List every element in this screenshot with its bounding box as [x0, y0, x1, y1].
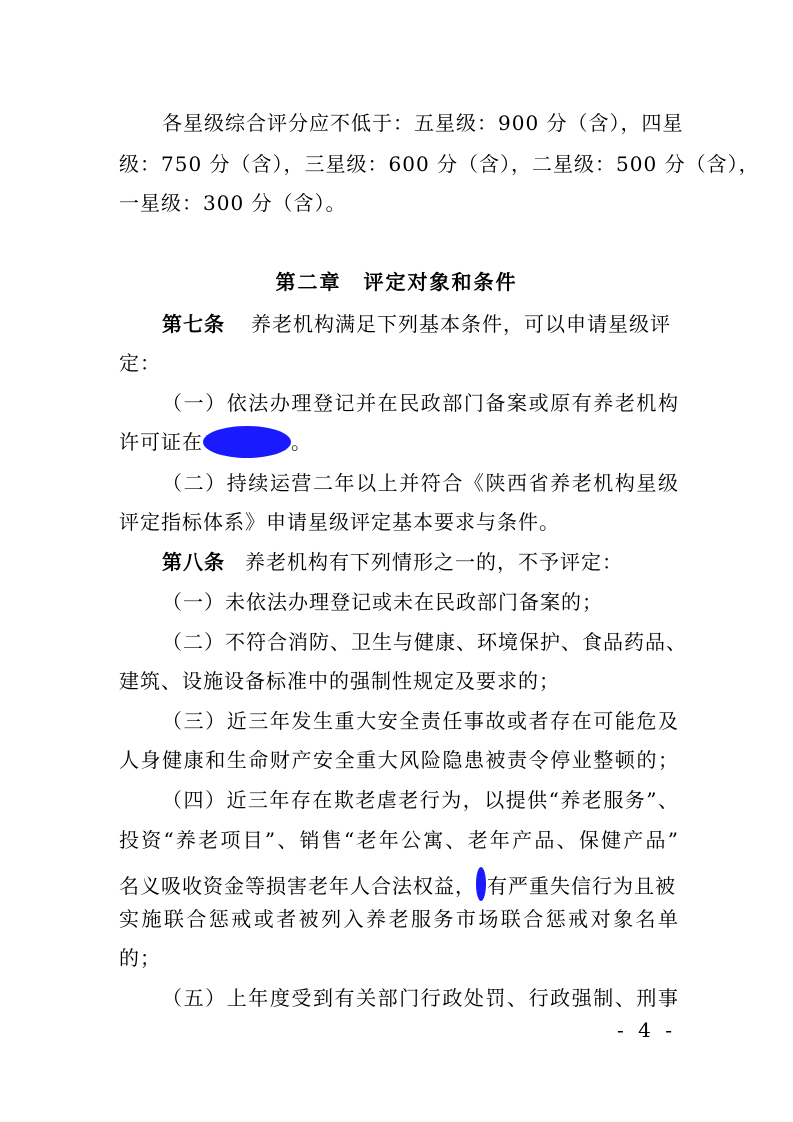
article-7-line	[162, 312, 679, 338]
highlighted-validity-text: 有效期内	[203, 426, 291, 458]
item-4-line-3-suffix: 有严重失信行为且被	[487, 874, 676, 898]
article-7-item-1-line-1: （一）依法办理登记并在民政部门备案或原有养老机构	[162, 391, 679, 415]
article-8-item-5-line-1: （五）上年度受到有关部门行政处罚、行政强制、刑事	[162, 986, 679, 1010]
article-8-item-4-line-5: 的；	[119, 946, 161, 970]
item-4-line-3-prefix: 名义吸收资金等损害老年人合法权益，	[119, 874, 476, 898]
article-7-item-2-line-1: （二）持续运营二年以上并符合《陕西省养老机构星级	[162, 471, 679, 495]
article-8-item-1: （一）未依法办理登记或未在民政部门备案的；	[162, 590, 603, 614]
article-8-item-3-line-2: 人身健康和生命财产安全重大风险隐患被责令停业整顿的；	[119, 748, 679, 772]
article-8-item-2-line-1: （二）不符合消防、卫生与健康、环境保护、食品药品、	[162, 630, 687, 654]
intro-line-3: 一星级：300 分（含）。	[119, 191, 347, 215]
item-1-line-2-suffix: 。	[291, 430, 312, 454]
article-8-item-4-line-1: （四）近三年存在欺老虐老行为，以提供“养老服务”、	[162, 788, 679, 812]
intro-line-1: 各星级综合评分应不低于：五星级：900 分（含），四星	[162, 111, 684, 135]
article-7-item-2-line-2: 评定指标体系》申请星级评定基本要求与条件。	[119, 510, 560, 534]
highlight-mark	[476, 867, 486, 901]
article-8-item-3-line-1: （三）近三年发生重大安全责任事故或者存在可能危及	[162, 709, 679, 733]
intro-line-2: 级：750 分（含），三星级：600 分（含），二星级：500 分（含），	[119, 152, 760, 176]
chapter-title: 第二章 评定对象和条件	[275, 270, 518, 294]
article-8-item-4-line-4: 实施联合惩戒或者被列入养老服务市场联合惩戒对象名单	[119, 907, 679, 931]
article-7-text: 养老机构满足下列基本条件，可以申请星级评	[251, 312, 671, 336]
article-8-item-4-line-2: 投资“养老项目”、销售“老年公寓、老年产品、保健产品”	[119, 828, 679, 852]
page-number: - 4 -	[617, 1018, 676, 1042]
article-7-cont: 定：	[119, 351, 161, 375]
article-7-label: 第七条	[162, 312, 225, 336]
article-7-item-1-line-2	[119, 430, 679, 456]
article-8-line	[162, 550, 679, 576]
article-8-item-2-line-2: 建筑、设施设备标准中的强制性规定及要求的；	[119, 669, 560, 693]
article-8-label: 第八条	[162, 550, 225, 574]
article-8-item-4-line-3	[119, 867, 679, 898]
article-8-text: 养老机构有下列情形之一的，不予评定：	[245, 550, 623, 574]
item-1-line-2-prefix: 许可证在	[119, 430, 203, 454]
